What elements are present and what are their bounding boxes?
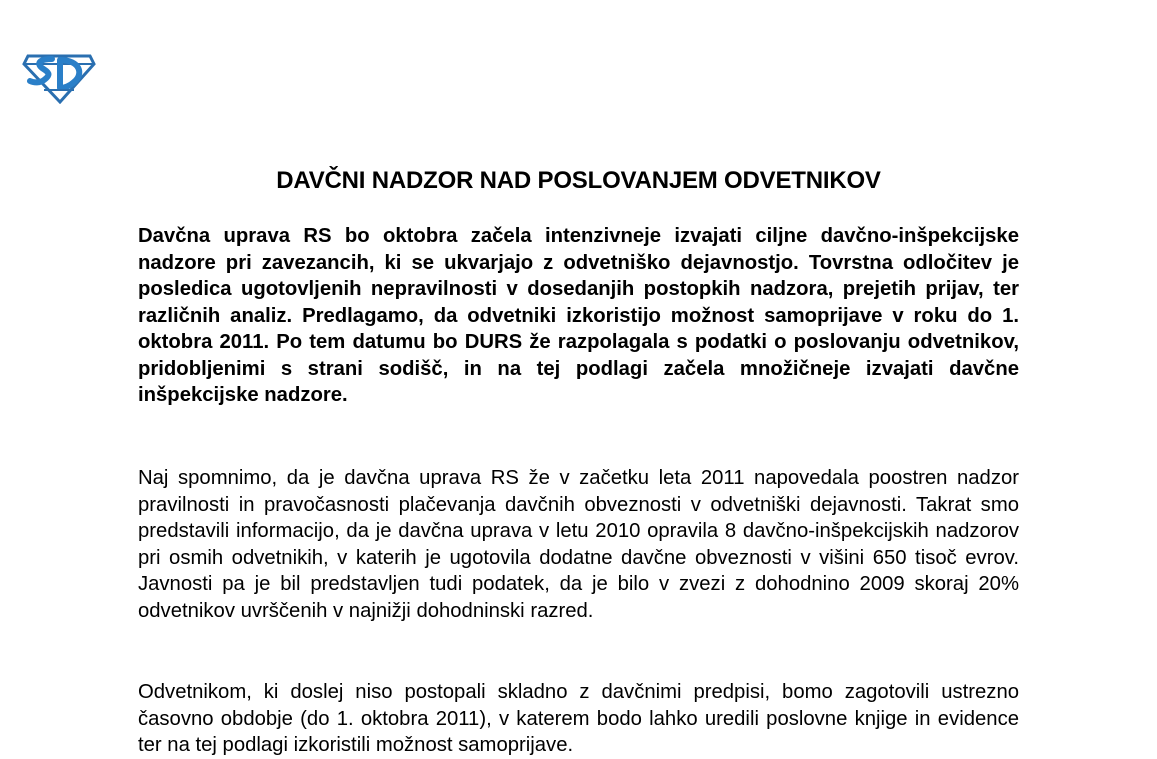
- body-paragraph: Odvetnikom, ki doslej niso postopali skladno z davčnimi predpisi, bomo zagotovili ustrezno časovno obdobje (do 1. oktobra 2011), v katerem bodo lahko uredili poslovne knjige in evidence ter na tej podlagi izkoristili možnost samoprijave.: [138, 681, 1019, 756]
- body-paragraph: Naj spomnimo, da je davčna uprava RS že v začetku leta 2011 napovedala poostren nadzor pravilnosti in pravočasnosti plačevanja davčnih obveznosti v odvetniški dejavnosti. Takrat smo predstavili informacijo, da je davčna uprava v letu 2010 opravila 8 davčno-inšpekcijskih nadzorov pri osmih odvetnikih, v katerih je ugotovila dodatne davčne obveznosti v višini 650 tisoč evrov. Javnosti pa je bil predstavljen tudi podatek, da je bilo v zvezi z dohodnino 2009 skoraj 20% odvetnikov uvrščenih v najnižji dohodninski razred.: [138, 467, 1019, 622]
- lead-paragraph: Davčna uprava RS bo oktobra začela intenzivneje izvajati ciljne davčno-inšpekcijske nadzore pri zavezancih, ki se ukvarjajo z odvetniško dejavnostjo. Tovrstna odločitev je posledica ugotovljenih nepravilnosti v dosedanjih postopkih nadzora, prejetih prijav, ter različnih analiz. Predlagamo, da odvetniki izkoristijo možnost samoprijave v roku do 1. oktobra 2011. Po tem datumu bo DURS že razpolagala s podatki o poslovanju odvetnikov, pridobljenimi s strani sodišč, in na tej podlagi začela množičneje izvajati davčne inšpekcijske nadzore.: [138, 225, 1019, 406]
- document-title: DAVČNI NADZOR NAD POSLOVANJEM ODVETNIKOV: [276, 167, 881, 194]
- sd-diamond-logo-icon: [22, 50, 96, 104]
